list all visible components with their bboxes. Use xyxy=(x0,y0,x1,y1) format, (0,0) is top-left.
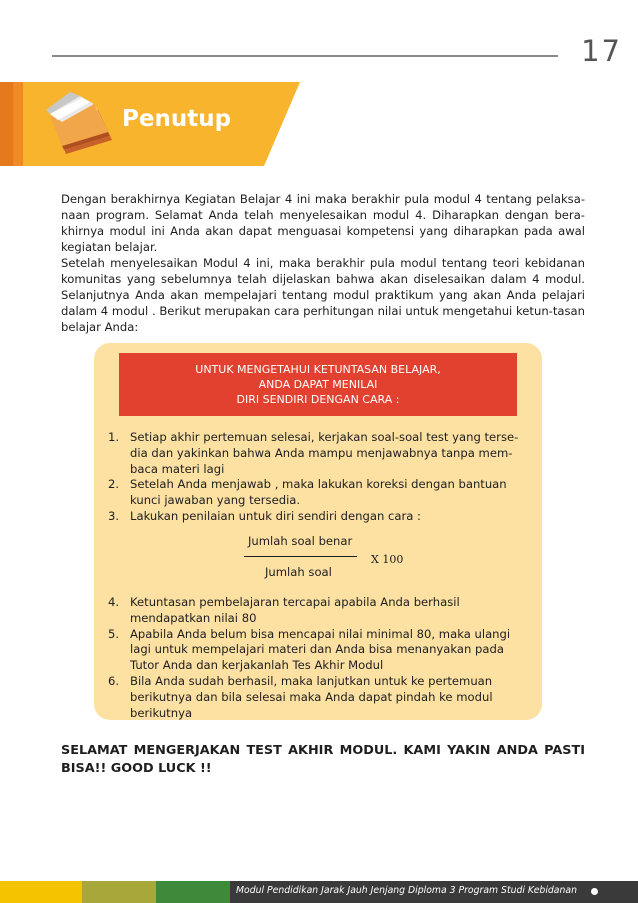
step-text: Ketuntasan pembelajaran tercapai apabila Anda berhasil mendapatkan nilai 80 xyxy=(130,595,460,625)
intro-text xyxy=(61,191,585,335)
step-number: 2. xyxy=(108,477,120,492)
list-item xyxy=(108,509,528,525)
box-header-line: ANDA DAPAT MENILAI xyxy=(258,378,378,391)
footer-text: Modul Pendidikan Jarak Jauh Jenjang Diploma 3 Program Studi Kebidanan xyxy=(236,885,577,896)
list-item xyxy=(108,595,528,627)
list-item xyxy=(108,674,528,721)
step-number: 5. xyxy=(108,626,120,641)
box-header-line: DIRI SENDIRI DENGAN CARA : xyxy=(236,393,400,406)
step-text: Setelah Anda menjawab , maka lakukan koreksi dengan bantuan kunci jawaban yang tersedia. xyxy=(130,477,507,508)
steps-list xyxy=(108,430,528,525)
book-icon xyxy=(40,92,118,158)
step-number: 4. xyxy=(108,595,120,609)
step-number: 1. xyxy=(108,430,120,444)
page-number: 17 xyxy=(581,34,622,68)
intro-paragraph-2: Setelah menyelesaikan Modul 4 ini, maka berakhir pula modul tentang teori kebidanan komunitas yang sebelumnya telah dijelaskan bahwa akan diselesaikan dalam 4 modul. Selanjutnya Anda akan mempelajari tentang modul praktikum yang akan Anda pelajari dalam 4 modul . Berikut merupakan cara perhitungan nilai untuk mengetahui ketun-tasan belajar Anda: xyxy=(61,256,585,334)
formula-numerator: Jumlah soal benar xyxy=(248,534,353,548)
step-text: Apabila Anda belum bisa mencapai nilai minimal 80, maka ulangi lagi untuk mempelajari materi dan Anda bisa menanyakan pada Tutor Anda dan kerjakanlah Tes Akhir Modul xyxy=(130,626,511,673)
formula-fraction-line xyxy=(244,556,357,557)
footer-segment-yellow xyxy=(0,881,82,903)
footer-segment-green xyxy=(156,881,230,903)
formula-multiplier: X 100 xyxy=(371,553,404,566)
step-text: Lakukan penilaian untuk diri sendiri dengan cara : xyxy=(130,508,421,523)
footer-segment-olive xyxy=(82,881,156,903)
box-header-line: UNTUK MENGETAHUI KETUNTASAN BELAJAR, xyxy=(195,363,441,376)
step-number: 6. xyxy=(108,673,120,688)
list-item xyxy=(108,477,528,509)
intro-paragraph-1: Dengan berakhirnya Kegiatan Belajar 4 ini maka berakhir pula modul 4 tentang pelaksa-naan program. Selamat Anda telah menyelesaikan modul 4. Diharapkan dengan bera-khirnya modul ini Anda akan dapat menguasai kompetensi yang diharapkan pada awal kegiatan belajar. xyxy=(61,192,585,254)
step-text: Setiap akhir pertemuan selesai, kerjakan soal-soal test yang terse-dia dan yakinkan bahwa Anda mampu menjawabnya tanpa mem-baca materi lagi xyxy=(130,430,519,476)
footer-dot xyxy=(591,888,598,895)
section-title: Penutup xyxy=(122,106,232,132)
closing-message: SELAMAT MENGERJAKAN TEST AKHIR MODUL. KAMI YAKIN ANDA PASTI BISA!! GOOD LUCK !! xyxy=(61,743,585,776)
assessment-box-header xyxy=(119,353,517,416)
steps-list-continued xyxy=(108,595,528,721)
formula-denominator: Jumlah soal xyxy=(265,565,332,579)
list-item xyxy=(108,430,528,477)
top-rule xyxy=(52,55,558,57)
step-number: 3. xyxy=(108,508,120,523)
step-text: Bila Anda sudah berhasil, maka lanjutkan untuk ke pertemuan berikutnya dan bila selesai maka Anda dapat pindah ke modul berikutnya xyxy=(130,673,493,720)
list-item xyxy=(108,627,528,674)
score-formula xyxy=(240,534,440,584)
